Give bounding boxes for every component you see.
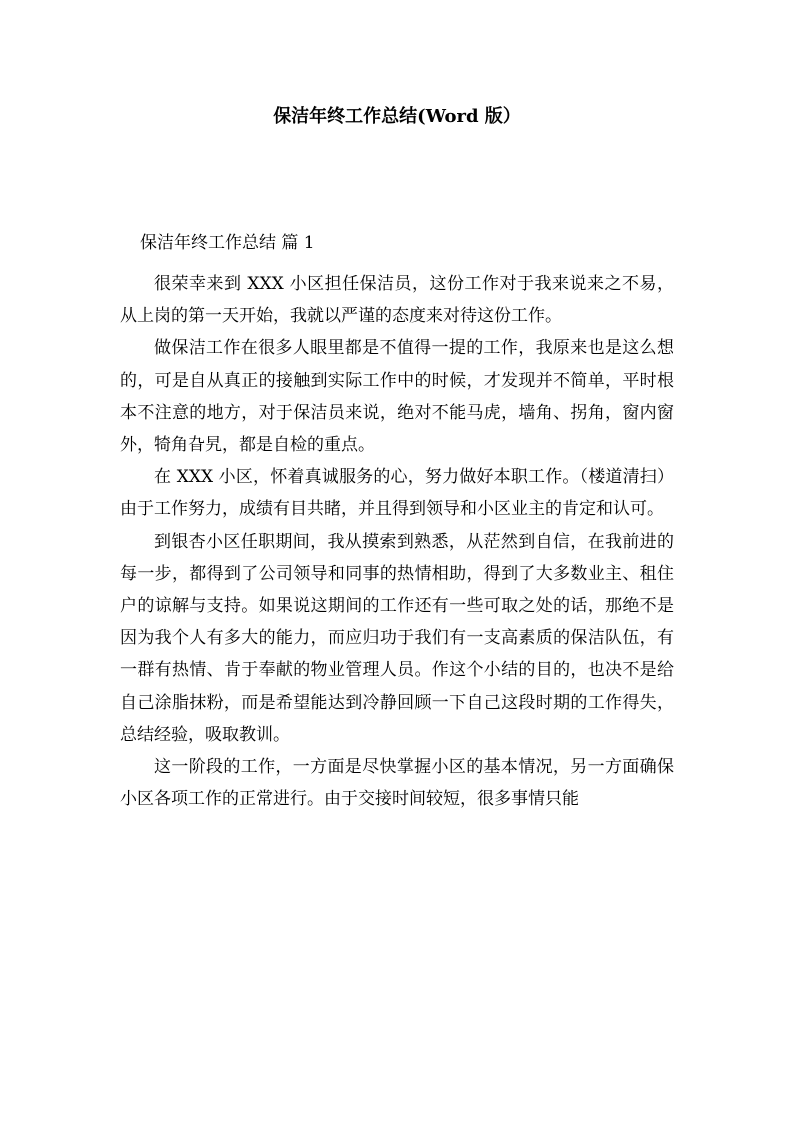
paragraph-4: 到银杏小区任职期间，我从摸索到熟悉，从茫然到自信，在我前进的每一步，都得到了公司领导和同事的热情相助，得到了大多数业主、租住户的谅解与支持。如果说这期间的工作还有一些可取之处的话，那绝不是因为我个人有多大的能力，而应归功于我们有一支高素质的保洁队伍，有一群有热情、肯于奉献的物业管理人员。作这个小结的目的，也决不是给自己涂脂抹粉，而是希望能达到冷静回顾一下自己这段时期的工作得失，总结经验，吸取教训。 xyxy=(120,531,674,745)
paragraph-3: 在 XXX 小区，怀着真诚服务的心，努力做好本职工作。（楼道清扫）由于工作努力，成绩有目共睹，并且得到领导和小区业主的肯定和认可。 xyxy=(120,467,674,520)
paragraph-1: 很荣幸来到 XXX 小区担任保洁员，这份工作对于我来说来之不易，从上岗的第一天开始，我就以严谨的态度来对待这份工作。 xyxy=(120,274,674,327)
paragraph-2: 做保洁工作在很多人眼里都是不值得一提的工作，我原来也是这么想的，可是自从真正的接触到实际工作中的时候，才发现并不简单，平时根本不注意的地方，对于保洁员来说，绝对不能马虎，墙角、拐角，窗内窗外，犄角旮旯，都是自检的重点。 xyxy=(120,338,674,456)
document-title: 保洁年终工作总结(Word 版） xyxy=(273,106,521,127)
paragraph-5: 这一阶段的工作，一方面是尽快掌握小区的基本情况，另一方面确保小区各项工作的正常进行。由于交接时间较短，很多事情只能 xyxy=(120,757,674,810)
section-heading: 保洁年终工作总结 篇 1 xyxy=(140,233,315,253)
document-body xyxy=(120,268,674,815)
